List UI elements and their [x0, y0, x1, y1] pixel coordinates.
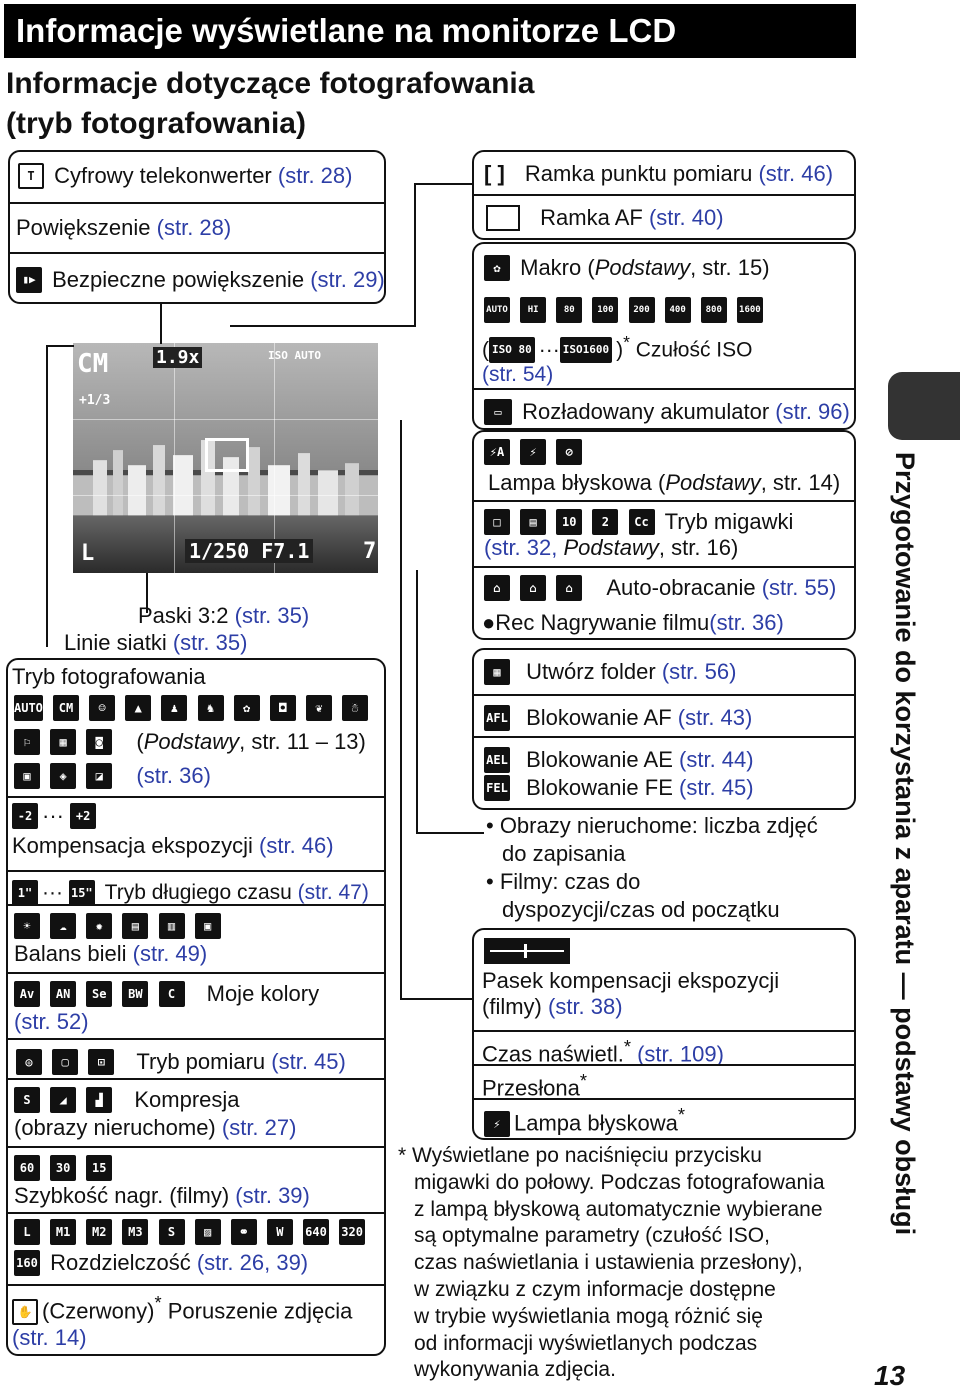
- wb-fluorescent-icon: ▤: [122, 913, 148, 939]
- iso-hi-icon: HI: [520, 297, 546, 323]
- iso-ref[interactable]: (str. 54): [482, 363, 554, 387]
- shoot-mode-icons-row3: [8, 762, 384, 789]
- iso-80-range-icon: ISO 80: [489, 337, 535, 363]
- resolution-line2: [14, 1249, 384, 1276]
- flash-on-icon: ⚡: [520, 439, 546, 465]
- metering-frame-row: [474, 160, 854, 187]
- wb-label: Balans bieli: [14, 941, 127, 967]
- iso-400-icon: 400: [665, 297, 691, 323]
- teleconverter-ref[interactable]: (str. 28): [277, 163, 353, 189]
- connector-line: [416, 570, 418, 834]
- flash-text-row: [474, 470, 854, 496]
- exposure-bar-icon: [484, 938, 570, 964]
- mode-night-icon: ♟: [161, 695, 187, 721]
- metering-ref[interactable]: (str. 45): [271, 1049, 346, 1075]
- compression-label2: (obrazy nieruchome): [14, 1115, 216, 1141]
- metering-label: Tryb pomiaru: [136, 1049, 266, 1075]
- dots: ···: [42, 803, 64, 829]
- locks-box: [472, 648, 856, 810]
- flash-post: , str. 14): [760, 470, 841, 495]
- compression-label: Kompresja: [134, 1087, 240, 1113]
- compression-ref[interactable]: (str. 27): [221, 1115, 297, 1141]
- flash-drive-box: [472, 430, 856, 640]
- zoom-label: Powiększenie: [16, 215, 151, 241]
- mode-movie-icon: ◈: [50, 763, 76, 789]
- res-640-icon: 640: [303, 1219, 329, 1245]
- rotate-label: Auto-obracanie: [606, 575, 756, 601]
- drive-custom-timer-icon: Cc: [629, 509, 655, 535]
- rec-row: [474, 610, 854, 636]
- color-vivid-icon: Av: [14, 981, 40, 1007]
- mode-kids-icon: ♞: [198, 695, 224, 721]
- folder-label: Utwórz folder: [526, 659, 656, 685]
- af-frame-icon: [486, 205, 520, 231]
- shutter-row: [474, 1030, 854, 1067]
- compression-superfine-icon: S: [14, 1087, 40, 1113]
- aperture-row: [474, 1064, 854, 1101]
- camera-shake-icon: ✋: [12, 1299, 38, 1325]
- exposure-bar-label: Pasek kompensacji ekspozycji: [482, 968, 780, 993]
- iso-label: Czułość ISO: [635, 338, 753, 362]
- shake-ref-line: [12, 1325, 384, 1351]
- footnote-line: z lampą błyskową automatycznie wybierane: [414, 1197, 823, 1221]
- lcd-aperture: F7.1: [261, 539, 310, 563]
- iso-1600-icon: 1600: [737, 297, 763, 323]
- fe-lock-ref[interactable]: (str. 45): [679, 775, 754, 801]
- wb-fluorescent-h-icon: ▥: [159, 913, 185, 939]
- flash2-star: *: [677, 1104, 686, 1125]
- fe-lock-label: Blokowanie FE: [526, 775, 673, 801]
- metering-frame-ref[interactable]: (str. 46): [758, 161, 834, 187]
- grid-ref[interactable]: (str. 35): [172, 630, 248, 655]
- frame-rate-30-icon: 30: [50, 1155, 76, 1181]
- exposure-text: [12, 833, 384, 859]
- connector-line: [414, 183, 416, 327]
- frame-rate-text: [14, 1183, 384, 1209]
- fe-lock-icon: FEL: [484, 775, 510, 801]
- wb-ref[interactable]: (str. 49): [132, 941, 208, 967]
- chapter-title-text: Przygotowanie do korzystania z aparatu — podstawy obsługi: [890, 452, 920, 1236]
- ref-italic: Podstawy: [143, 729, 240, 755]
- macro-iso-box: [472, 242, 856, 430]
- exposure-bar-ref[interactable]: (str. 38): [548, 994, 623, 1019]
- drive-ref-line: [484, 535, 854, 561]
- zoom-ref[interactable]: (str. 28): [156, 215, 232, 241]
- bullet-line: • Filmy: czas do: [486, 869, 641, 894]
- shake-pre: (Czerwony): [42, 1298, 155, 1324]
- res-l-icon: L: [14, 1219, 40, 1245]
- af-frame-marker: [205, 438, 249, 472]
- resolution-label: Rozdzielczość: [50, 1250, 191, 1276]
- connector-line: [400, 420, 402, 1000]
- mode-beach-icon: ⚐: [14, 729, 40, 755]
- metering-spot-icon: ⊡: [88, 1049, 114, 1075]
- drive-continuous-icon: ▤: [520, 509, 546, 535]
- lcd-count: 7: [363, 539, 377, 564]
- shoot-mode-label: Tryb fotografowania: [12, 664, 206, 689]
- lcd-iso: ISO AUTO: [268, 349, 321, 362]
- wb-text: [14, 941, 384, 967]
- metering-frame-icon: [ ]: [484, 161, 505, 187]
- safe-zoom-ref[interactable]: (str. 29): [310, 267, 385, 293]
- shutter-ref[interactable]: (str. 109): [637, 1041, 724, 1067]
- grid-text: Linie siatki: [64, 630, 167, 655]
- grid-label: [64, 630, 247, 656]
- drive-timer10-icon: 10: [556, 509, 582, 535]
- exposure-minus-icon: -2: [12, 803, 38, 829]
- footnote-line: w trybie wyświetlania mogą różnić się: [414, 1304, 763, 1328]
- macro-pre: Makro (: [520, 255, 595, 281]
- drive-row: [474, 500, 854, 564]
- metering-row: [8, 1038, 384, 1078]
- res-s-icon: S: [159, 1219, 185, 1245]
- long-shutter-max-icon: 15": [69, 880, 95, 906]
- connector-line: [160, 304, 162, 344]
- connector-line: [230, 325, 415, 327]
- iso-200-icon: 200: [629, 297, 655, 323]
- shake-row: [8, 1284, 384, 1354]
- grid-line-v1: [174, 343, 175, 573]
- exposure-ref[interactable]: (str. 46): [259, 833, 334, 859]
- frame-rate-label: Szybkość nagr. (filmy): [14, 1183, 230, 1209]
- footnote-line: * Wyświetlane po naciśnięciu przycisku: [398, 1144, 762, 1167]
- mode-snow-icon: ☃: [342, 695, 368, 721]
- flash-auto-icon: ⚡A: [484, 439, 510, 465]
- flash2-row: [474, 1098, 854, 1137]
- page-header: Informacje wyświetlane na monitorze LCD: [4, 4, 856, 58]
- iso-star: *: [623, 332, 630, 352]
- frame-rate-ref[interactable]: (str. 39): [235, 1183, 310, 1209]
- my-colors-label: Moje kolory: [206, 981, 320, 1007]
- resolution-ref[interactable]: (str. 26, 39): [196, 1250, 309, 1276]
- compression-row: [8, 1078, 384, 1146]
- iso-range-row: ( ISO 80 ··· ISO1600 )* Czułość ISO (str. 54): [474, 332, 854, 387]
- zoom-info-box: [8, 150, 386, 304]
- aperture-label: Przesłona: [482, 1075, 580, 1101]
- af-lock-row: [474, 694, 854, 731]
- rec-label: Rec Nagrywanie filmu: [495, 610, 710, 635]
- flash-icons-row: [474, 438, 854, 465]
- shutter-label: Czas naświetl.: [482, 1041, 624, 1067]
- frame-rate-15-icon: 15: [86, 1155, 112, 1181]
- my-colors-ref-line: [14, 1009, 384, 1035]
- drive-ref-pre[interactable]: (str. 32,: [484, 535, 564, 561]
- ratio-ref[interactable]: (str. 35): [234, 603, 310, 628]
- flash-off-icon: ⊘: [556, 439, 582, 465]
- iso-ref-line: [482, 363, 854, 387]
- connector-line: [46, 345, 74, 347]
- frame-rate-60-icon: 60: [14, 1155, 40, 1181]
- footnote-line: migawki do połowy. Podczas fotografowania: [414, 1170, 825, 1194]
- mode-scene-icon: ◪: [86, 763, 112, 789]
- macro-italic: Podstawy: [594, 255, 691, 281]
- res-m1-icon: M1: [50, 1219, 76, 1245]
- res-w-icon: W: [267, 1219, 293, 1245]
- exposure-label: Kompensacja ekspozycji: [12, 833, 253, 859]
- long-shutter-ref[interactable]: (str. 47): [297, 881, 369, 904]
- lcd-shutter: 1/250: [189, 539, 250, 563]
- metering-evaluative-icon: ◎: [16, 1049, 42, 1075]
- bullet-line: do zapisania: [502, 841, 626, 866]
- shooting-info-box: [6, 658, 386, 1356]
- drive-italic: Podstawy: [563, 535, 659, 561]
- footnote: [398, 1143, 825, 1384]
- ratio-label: [138, 603, 309, 629]
- macro-post: , str. 15): [690, 255, 770, 281]
- folder-row: [474, 658, 854, 685]
- lcd-resolution: L: [81, 541, 95, 566]
- grid-line-h2: [73, 495, 378, 496]
- iso-icons-row: [474, 296, 854, 323]
- connector-line: [46, 345, 48, 647]
- rec-ref[interactable]: (str. 36): [709, 610, 784, 635]
- lcd-exp: +1/3: [79, 393, 111, 408]
- af-frame-row: [474, 194, 854, 231]
- flash2-label: Lampa błyskowa: [514, 1110, 678, 1136]
- teleconverter-icon: T: [18, 163, 44, 189]
- exposure-bar-box: [472, 928, 856, 1140]
- res-160-icon: 160: [14, 1250, 40, 1276]
- battery-label: Rozładowany akumulator: [522, 399, 770, 425]
- rotate-left-icon: ⌂: [556, 575, 582, 601]
- rotate-right-icon: ⌂: [520, 575, 546, 601]
- ae-lock-icon: AEL: [484, 747, 510, 773]
- flash-pre: Lampa błyskowa (: [488, 470, 666, 495]
- drive-ref-post: , str. 16): [658, 535, 739, 561]
- fe-lock-row: [474, 774, 854, 801]
- bullet-line: • Obrazy nieruchome: liczba zdjęć: [486, 813, 818, 838]
- shake-ref[interactable]: (str. 14): [12, 1324, 87, 1350]
- safe-zoom-label: Bezpieczne powiększenie: [52, 267, 305, 293]
- af-frame-ref[interactable]: (str. 40): [648, 205, 724, 231]
- mode-cm-icon: CM: [53, 695, 79, 721]
- bullet-line: dyspozycji/czas od początku: [502, 897, 780, 922]
- shake-star: *: [154, 1292, 162, 1313]
- exposure-bar-text: [474, 968, 854, 1020]
- ae-lock-row: [474, 736, 854, 773]
- compression-normal-icon: ▟: [86, 1087, 112, 1113]
- long-shutter-row: [8, 870, 384, 906]
- footnote-line: w związku z czym informacje dostępne: [414, 1277, 776, 1301]
- footnote-line: są optymalne parametry (czułość ISO,: [414, 1224, 770, 1248]
- color-bw-icon: BW: [122, 981, 148, 1007]
- grid-line-h1: [73, 419, 378, 420]
- af-lock-icon: AFL: [484, 705, 510, 731]
- connector-line: [416, 832, 484, 834]
- safe-zoom-icon: ▮▶: [16, 267, 42, 293]
- ref-post: , str. 11 – 13): [239, 729, 366, 755]
- compression-fine-icon: ◢: [50, 1087, 76, 1113]
- wb-daylight-icon: ☀: [14, 913, 40, 939]
- res-wide-icon: ⚭: [231, 1219, 257, 1245]
- aperture-star: *: [579, 1070, 587, 1091]
- lcd-shutter-aperture: [185, 539, 313, 563]
- iso-100-icon: 100: [592, 297, 618, 323]
- mode-aquarium-icon: ◙: [86, 729, 112, 755]
- wb-tungsten-icon: ✹: [86, 913, 112, 939]
- iso-auto-icon: AUTO: [484, 297, 510, 323]
- chapter-title: [876, 452, 936, 1272]
- chapter-tab: [888, 372, 960, 440]
- zoom-row: [10, 202, 384, 252]
- long-shutter-label: Tryb długiego czasu: [104, 881, 292, 904]
- mode-stitch-icon: ▣: [14, 763, 40, 789]
- iso-800-icon: 800: [701, 297, 727, 323]
- mode-party-icon: ✿: [234, 695, 260, 721]
- my-colors-ref[interactable]: (str. 52): [14, 1009, 89, 1035]
- rec-dot-icon: ●: [482, 610, 496, 635]
- shoot-mode-icons-row1: [8, 694, 384, 721]
- res-m3-icon: M3: [122, 1219, 148, 1245]
- connector-line: [414, 183, 472, 185]
- battery-ref[interactable]: (str. 96): [775, 399, 850, 425]
- footnote-line: od informacji wyświetlanych podczas: [414, 1331, 758, 1355]
- flash-italic: Podstawy: [665, 470, 761, 495]
- metering-center-icon: ▢: [52, 1049, 78, 1075]
- section-title-line2: (tryb fotografowania): [6, 107, 306, 140]
- shoot-mode-icons-row2: [8, 728, 384, 755]
- drive-label: Tryb migawki: [664, 509, 794, 535]
- count-bullets: [486, 812, 818, 924]
- color-neutral-icon: AN: [50, 981, 76, 1007]
- shutter-star: *: [623, 1036, 631, 1057]
- ratio-text: Paski 3:2: [138, 603, 229, 628]
- flash-icon: ⚡: [484, 1111, 510, 1137]
- teleconverter-label: Cyfrowy telekonwerter: [54, 163, 272, 189]
- dots: ···: [538, 338, 560, 362]
- lcd-mode: CM: [77, 349, 109, 379]
- af-lock-ref[interactable]: (str. 43): [677, 705, 753, 731]
- rotate-row: [474, 566, 854, 601]
- mode-portrait-icon: ☺: [89, 695, 115, 721]
- exposure-bar-label2: (filmy): [482, 994, 542, 1019]
- section-title-line1: Informacje dotyczące fotografowania: [6, 67, 535, 100]
- battery-low-icon: ▭: [484, 399, 512, 425]
- mode-landscape-icon: ▲: [125, 695, 151, 721]
- wb-custom-icon: ▣: [195, 913, 221, 939]
- page-number: 13: [874, 1360, 906, 1391]
- ae-lock-label: Blokowanie AE: [526, 747, 673, 773]
- shoot-mode-ref3[interactable]: (str. 36): [136, 763, 211, 789]
- teleconverter-row: [10, 162, 384, 189]
- macro-row: [474, 254, 854, 281]
- footnote-line: czas naświetlania i ustawienia przesłony),: [414, 1251, 803, 1275]
- mode-fireworks-icon: ▦: [50, 729, 76, 755]
- frame-rate-row: [8, 1146, 384, 1212]
- shoot-mode-title: [8, 664, 384, 690]
- drive-single-icon: □: [484, 509, 510, 535]
- footnote-line: wykonywania zdjęcia.: [414, 1358, 616, 1382]
- lcd-preview: [73, 343, 378, 573]
- res-320-icon: 320: [339, 1219, 365, 1245]
- iso-1600-range-icon: ISO1600: [560, 337, 612, 363]
- compression-line2: [14, 1115, 384, 1141]
- frames-box: [472, 150, 856, 240]
- section-title: [6, 64, 534, 144]
- safe-zoom-row: [10, 252, 384, 293]
- folder-ref[interactable]: (str. 56): [661, 659, 737, 685]
- mode-foliage-icon: ❦: [306, 695, 332, 721]
- exposure-plus-icon: +2: [70, 803, 96, 829]
- resolution-row: [8, 1212, 384, 1284]
- color-custom-icon: C: [159, 981, 185, 1007]
- wb-row: [8, 904, 384, 972]
- wb-cloudy-icon: ☁: [50, 913, 76, 939]
- metering-frame-label: Ramka punktu pomiaru: [524, 161, 753, 187]
- battery-row: [474, 388, 854, 425]
- exposure-row: [8, 796, 384, 870]
- res-m2-icon: M2: [86, 1219, 112, 1245]
- ref-pre: (: [136, 729, 144, 755]
- my-colors-row: [8, 972, 384, 1038]
- iso-80-icon: 80: [556, 297, 582, 323]
- mode-auto-icon: AUTO: [14, 695, 43, 721]
- folder-icon: ▦: [484, 659, 510, 685]
- connector-line: [400, 998, 472, 1000]
- res-postcard-icon: ▨: [195, 1219, 221, 1245]
- dots: ···: [42, 881, 63, 904]
- drive-timer2-icon: 2: [592, 509, 618, 535]
- shoot-mode-ref2: [136, 729, 366, 754]
- rotate-upright-icon: ⌂: [484, 575, 510, 601]
- ae-lock-ref[interactable]: (str. 44): [679, 747, 754, 773]
- af-frame-label: Ramka AF: [540, 205, 643, 231]
- macro-icon: ✿: [484, 255, 510, 281]
- rotate-ref[interactable]: (str. 55): [761, 575, 837, 601]
- long-shutter-min-icon: 1": [12, 880, 38, 906]
- color-sepia-icon: Se: [86, 981, 112, 1007]
- mode-indoor-icon: ◘: [270, 695, 296, 721]
- shake-label: Poruszenie zdjęcia: [167, 1298, 353, 1324]
- lcd-zoom: 1.9x: [153, 347, 202, 368]
- af-lock-label: Blokowanie AF: [526, 705, 672, 731]
